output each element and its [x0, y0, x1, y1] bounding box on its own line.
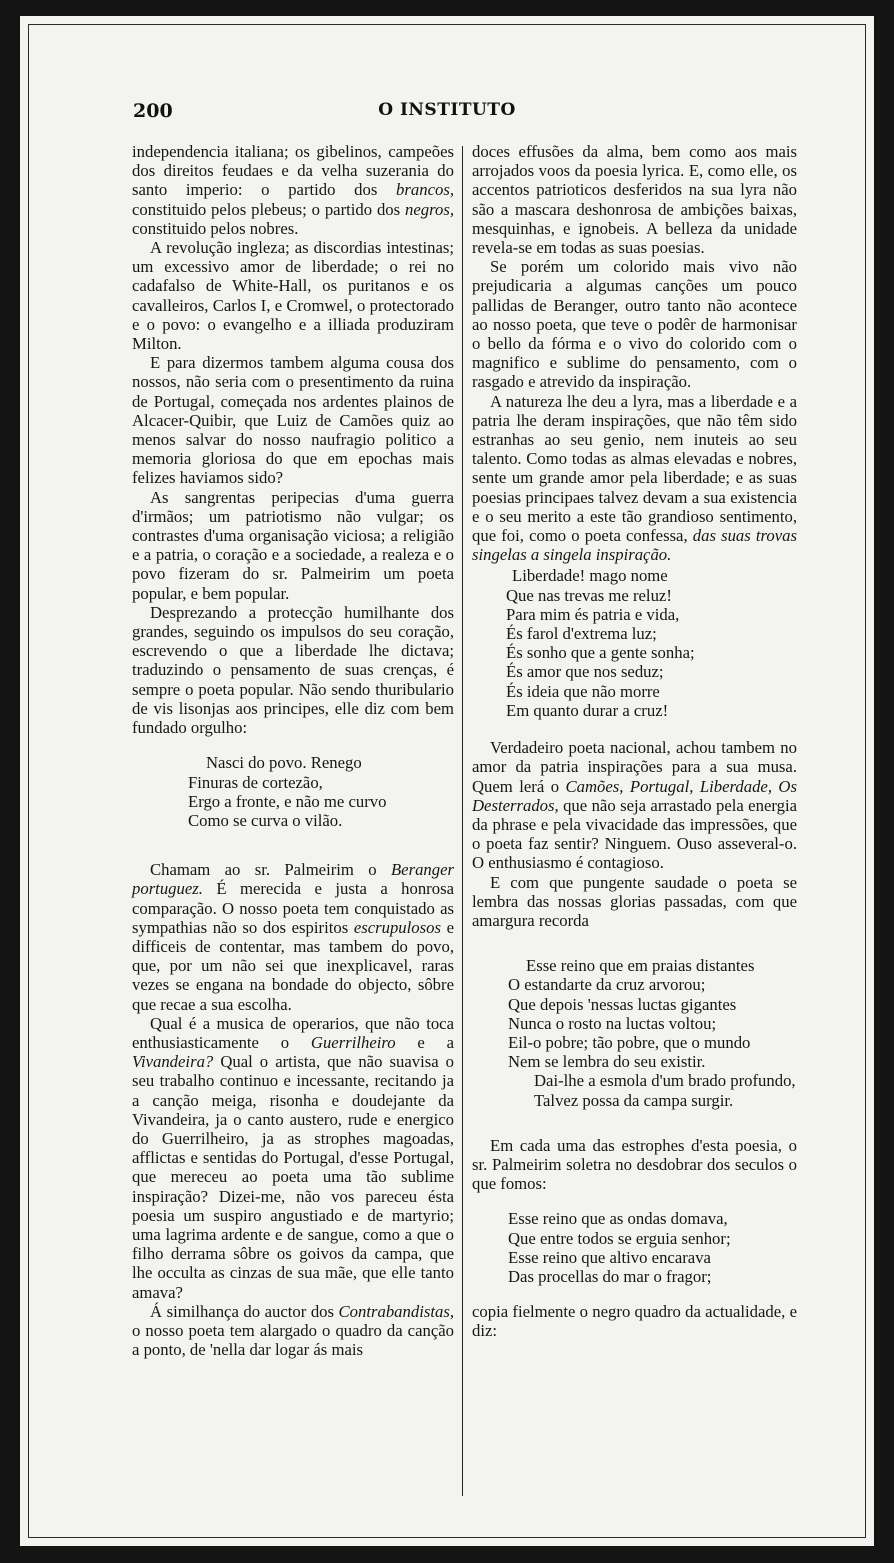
verse-line: Esse reino que as ondas domava, — [508, 1209, 728, 1229]
paragraph: Se porém um colorido mais vivo não prejudicaria a algumas canções um pouco pallidas de Beranger, outro tanto não acontece ao nosso poeta, que teve o podêr de harmonisar o bello da fórma e o vivo do colorido com o magnifico e sublime do pensamento, com o rasgado e atrevido da inspiração. — [472, 257, 797, 392]
verse-line: Eil-o pobre; tão pobre, que o mundo — [508, 1032, 751, 1052]
paragraph: Chamam ao sr. Palmeirim o Beranger portuguez. É merecida e justa a honrosa comparação. O nosso poeta tem conquistado as sympathias não so dos espiritos escrupulosos e difficeis de contentar, mas tambem do povo, que, por um não sei que inexplicavel, raras vezes se engana na bondade do objecto, sôbre que recae a sua escolha. — [132, 860, 454, 1014]
verse-line: Esse reino que em praias distantes — [526, 956, 755, 976]
verse-line: Dai-lhe a esmola d'um brado profundo, — [534, 1071, 796, 1091]
verse-line: És farol d'extrema luz; — [506, 624, 657, 644]
verse-line: O estandarte da cruz arvorou; — [508, 975, 706, 995]
verse-line: Ergo a fronte, e não me curvo — [188, 791, 387, 811]
verse-line: Esse reino que altivo encarava — [508, 1247, 711, 1267]
paragraph: A revolução ingleza; as discordias intestinas; um excessivo amor de liberdade; o rei no cadafalso de White-Hall, os puritanos e os cavalleiros, Carlos I, e Cromwel, o protectorado e o povo: o evangelho e a illiada produziram Milton. — [132, 238, 454, 354]
verse-quote — [472, 566, 797, 720]
verse-quote — [472, 956, 797, 1110]
column-divider — [462, 146, 463, 1496]
paragraph: E com que pungente saudade o poeta se lembra das nossas glorias passadas, com que amargura recorda — [472, 872, 797, 930]
paragraph: Em cada uma das estrophes d'esta poesia, o sr. Palmeirim soletra no desdobrar dos seculos o que fomos: — [472, 1135, 797, 1194]
verse-line: Que nas trevas me reluz! — [506, 585, 672, 605]
page-header — [20, 100, 874, 124]
paragraph: Verdadeiro poeta nacional, achou tambem no amor da patria inspirações para a sua musa. Quem lerá o Camões, Portugal, Liberdade, Os Desterrados, que não seja arrastado pela energia da phrase e pela vivacidade das impressões, que o poeta faz sentir? Ninguem. Ouso asseveral-o. O enthusiasmo é contagioso. — [472, 738, 797, 873]
verse-line: Que entre todos se erguia senhor; — [508, 1228, 731, 1248]
verse-line: Nunca o rosto na luctas voltou; — [508, 1013, 717, 1033]
verse-line: Nem se lembra do seu existir. — [508, 1052, 706, 1072]
verse-line: És ideia que não morre — [506, 681, 660, 701]
page-sheet — [20, 16, 874, 1546]
right-column — [472, 142, 797, 1341]
verse-quote — [132, 753, 454, 830]
paragraph: independencia italiana; os gibelinos, campeões dos direitos feudaes e da velha suzerania do santo imperio: o partido dos brancos, constituido pelos plebeus; o partido dos negros, constituido pelos nobres. — [132, 142, 454, 238]
paragraph: doces effusões da alma, bem como aos mais arrojados voos da poesia lyrica. E, como elle, os accentos patrioticos desferidos na sua lyra não são a mascara deshonrosa de ambições baixas, mesquinhas, e ignobeis. A belleza da unidade revela-se em todas as suas poesias. — [472, 142, 797, 258]
paragraph: copia fielmente o negro quadro da actualidade, e diz: — [472, 1302, 797, 1341]
verse-line: És sonho que a gente sonha; — [506, 643, 695, 663]
running-title: O INSTITUTO — [378, 100, 516, 120]
verse-line: Das procellas do mar o fragor; — [508, 1266, 712, 1286]
page-number: 200 — [133, 100, 173, 122]
verse-line: Para mim és patria e vida, — [506, 604, 680, 624]
verse-line: Em quanto durar a cruz! — [506, 700, 669, 720]
paragraph: E para dizermos tambem alguma cousa dos nossos, não seria com o presentimento da ruina de Portugal, começada nos ardentes plainos de Alcacer-Quibir, que Luiz de Camões quiz ao menos salvar do nosso naufragio politico a memoria gloriosa do que em epochas mais felizes haviamos sido? — [132, 353, 454, 488]
verse-line: Que depois 'nessas luctas gigantes — [508, 994, 737, 1014]
verse-line: És amor que nos seduz; — [506, 662, 664, 682]
paragraph: Qual é a musica de operarios, que não toca enthusiasticamente o Guerrilheiro e a Vivandeira? Qual o artista, que não suavisa o seu trabalho continuo e incessante, recitando ja a canção meiga, risonha e doudejante da Vivandeira, ja o canto austero, rude e energico do Guerrilheiro, ja as strophes magoadas, afflictas e sentidas do Portugal, d'esse Portugal, que mereceu ao poeta uma tão sublime inspiração? Dizei-me, não vos pareceu ésta poesia um suspiro angustiado e de martyrio; uma lagrima ardente e de sangue, como a que o filho derrama sôbre os goivos da campa, que lhe occulta as cinzas de sua mãe, que elle tanto amava? — [132, 1013, 454, 1302]
left-column — [132, 142, 454, 1359]
paragraph: Á similhança do auctor dos Contrabandistas, o nosso poeta tem alargado o quadro da canção a ponto, de 'nella dar logar ás mais — [132, 1301, 454, 1360]
verse-quote — [472, 1209, 797, 1286]
paragraph: As sangrentas peripecias d'uma guerra d'irmãos; um patriotismo não vulgar; os contrastes d'uma organisação viciosa; a religião e a patria, o coração e a sociedade, a realeza e o povo fizeram do sr. Palmeirim um poeta popular, e bem popular. — [132, 487, 454, 603]
verse-line: Como se curva o vilão. — [188, 810, 343, 830]
verse-line: Liberdade! mago nome — [512, 566, 668, 586]
paragraph: A natureza lhe deu a lyra, mas a liberdade e a patria lhe deram inspirações, que não têm sido estranhas ao seu genio, nem inuteis ao seu talento. Como todas as almas elevadas e nobres, sente um grande amor pela liberdade; e as suas poesias principaes talvez devam a sua existencia e o seu merito a este tão grandioso sentimento, que foi, como o poeta confessa, das suas trovas singelas a singela inspiração. — [472, 391, 797, 565]
verse-line: Talvez possa da campa surgir. — [534, 1090, 734, 1110]
verse-line: Nasci do povo. Renego — [206, 753, 362, 773]
paragraph: Desprezando a protecção humilhante dos grandes, seguindo os impulsos do seu coração, escrevendo o que a liberdade lhe dictava; traduzindo o pensamento de suas crenças, é sempre o poeta popular. Não sendo thuribulario de vis lisonjas aos principes, elle diz com bem fundado orgulho: — [132, 602, 454, 738]
verse-line: Finuras de cortezão, — [188, 772, 323, 792]
